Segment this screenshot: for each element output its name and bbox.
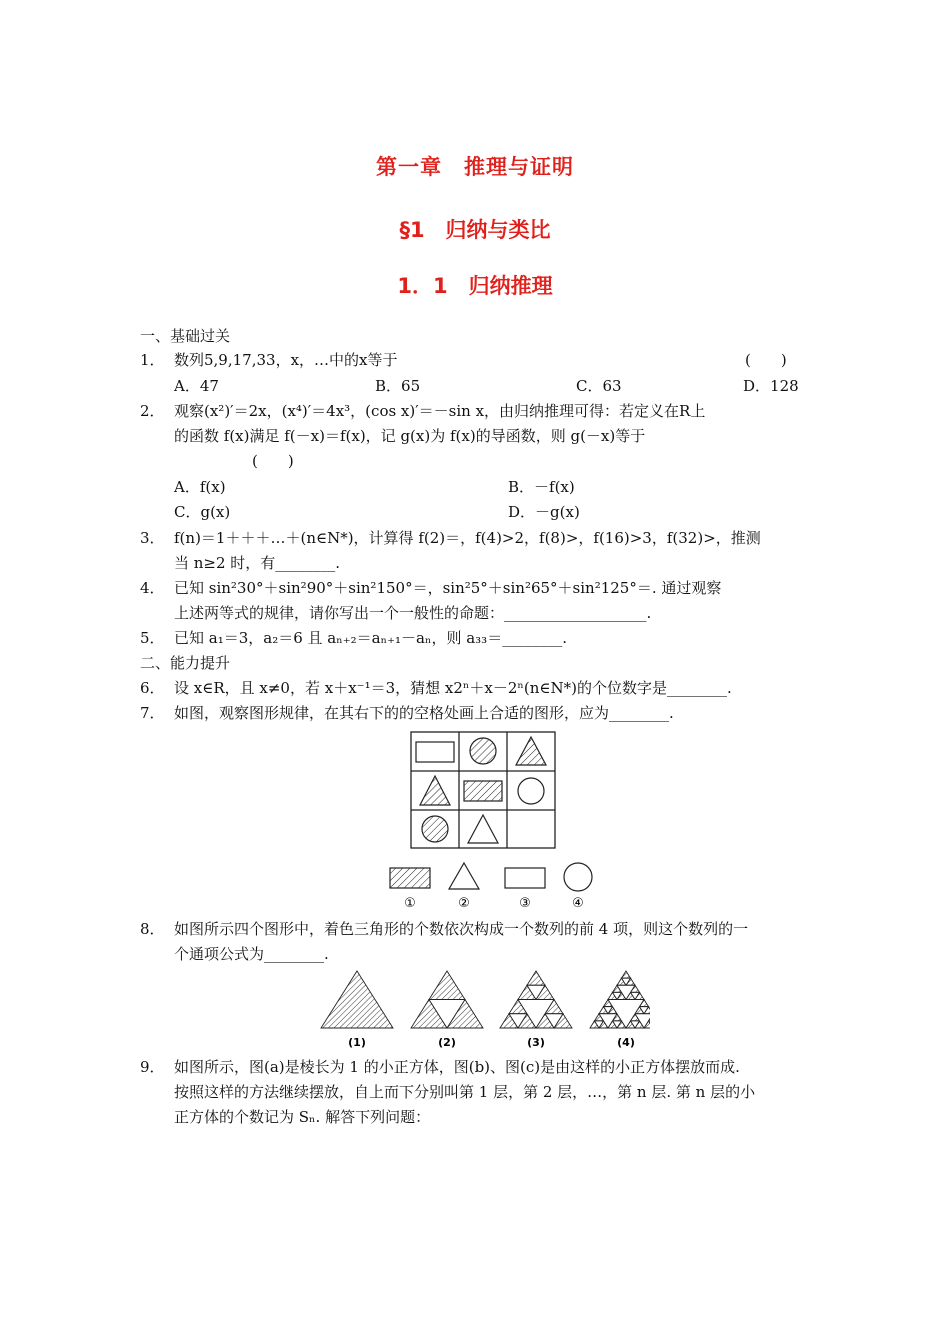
shaded-triangle — [321, 971, 393, 1028]
q1-number: 1． — [140, 351, 165, 369]
q4-line1: 已知 sin²30°＋sin²90°＋sin²150°＝，sin²5°＋sin²65°＋sin²125°＝. 通过观察 — [174, 579, 722, 597]
grid-triangle-plain — [468, 815, 498, 843]
q4-number: 4． — [140, 579, 165, 597]
q8-number: 8． — [140, 920, 165, 938]
q1-answer-paren: ( ) — [745, 351, 787, 369]
choice-4-plain-circle — [564, 863, 592, 891]
q8-line2: 个通项公式为________. — [174, 945, 329, 963]
grid-circle-plain — [518, 778, 544, 804]
choice-2-label: ② — [458, 896, 470, 910]
q5-number: 5． — [140, 629, 165, 647]
subsection-title: 1．1 归纳推理 — [397, 274, 553, 298]
triangle-stage-1 — [321, 971, 393, 1028]
q2-number: 2． — [140, 402, 165, 420]
q2-line2: 的函数 f(x)满足 f(－x)＝f(x)，记 g(x)为 f(x)的导函数，则 g(－x)等于 — [174, 427, 646, 445]
stage-4-label: (4) — [617, 1036, 635, 1049]
choice-2-plain-triangle — [449, 863, 479, 889]
q7-pattern-figure — [385, 730, 635, 910]
q8-sierpinski-figure — [320, 968, 650, 1050]
triangle-stage-2 — [411, 971, 483, 1028]
q7-number: 7． — [140, 704, 165, 722]
q2-line1: 观察(x²)′＝2x，(x⁴)′＝4x³，(cos x)′＝－sin x，由归纳推理可得：若定义在R上 — [174, 402, 706, 420]
q3-number: 3． — [140, 529, 165, 547]
q6-number: 6． — [140, 679, 165, 697]
q1-stem: 数列5,9,17,33，x，…中的x等于 — [174, 351, 398, 369]
q9-line1: 如图所示，图(a)是棱长为 1 的小正方体，图(b)、图(c)是由这样的小正方体摆放而成. — [174, 1058, 740, 1076]
q1-option-a: A．47 — [174, 377, 219, 395]
chapter-title: 第一章 推理与证明 — [376, 155, 574, 179]
q3-line1: f(n)＝1＋＋＋…＋(n∈N*)，计算得 f(2)＝，f(4)>2，f(8)>，f(16)>3，f(32)>，推测 — [174, 529, 761, 547]
choice-3-label: ③ — [519, 896, 531, 910]
grid-rectangle-plain — [416, 742, 454, 762]
shaded-triangle — [527, 971, 545, 985]
q7-line1: 如图，观察图形规律，在其右下的的空格处画上合适的图形，应为________. — [174, 704, 674, 722]
stage-2-label: (2) — [438, 1036, 456, 1049]
q9-number: 9． — [140, 1058, 165, 1076]
grid-circle-hatched — [470, 738, 496, 764]
q2-answer-paren: ( ) — [252, 452, 294, 470]
choice-4-label: ④ — [572, 896, 584, 910]
part-advanced-heading: 二、能力提升 — [140, 654, 231, 672]
triangle-stage-3 — [500, 971, 572, 1028]
section-title: §1 归纳与类比 — [399, 218, 551, 242]
q2-option-a: A．f(x) — [174, 478, 226, 496]
q2-option-d: D．－g(x) — [508, 503, 580, 521]
grid-triangle-hatched — [420, 776, 450, 805]
grid-circle-hatched — [422, 816, 448, 842]
q2-option-b: B．－f(x) — [508, 478, 575, 496]
q9-line3: 正方体的个数记为 Sₙ. 解答下列问题： — [174, 1108, 431, 1126]
part-basic-heading: 一、基础过关 — [140, 327, 231, 345]
shaded-triangle — [429, 971, 465, 1000]
stage-3-label: (3) — [527, 1036, 545, 1049]
grid-triangle-hatched — [516, 737, 546, 765]
stage-1-label: (1) — [348, 1036, 366, 1049]
choice-3-plain-rectangle — [505, 868, 545, 888]
choice-1-label: ① — [404, 896, 416, 910]
q6-line1: 设 x∈R，且 x≠0，若 x＋x⁻¹＝3，猜想 x2ⁿ＋x－2ⁿ(n∈N*)的个位数字是________. — [174, 679, 732, 697]
q4-line2: 上述两等式的规律，请你写出一个一般性的命题：___________________. — [174, 604, 652, 622]
triangle-stage-4 — [590, 971, 650, 1028]
q1-option-d: D．128 — [743, 377, 799, 395]
q9-line2: 按照这样的方法继续摆放，自上而下分别叫第 1 层，第 2 层，…，第 n 层. 第 n 层的小 — [174, 1083, 756, 1101]
q8-line1: 如图所示四个图形中，着色三角形的个数依次构成一个数列的前 4 项，则这个数列的一 — [174, 920, 749, 938]
grid-rectangle-hatched — [464, 781, 502, 801]
q2-option-c: C．g(x) — [174, 503, 231, 521]
q3-line2: 当 n≥2 时，有________. — [174, 554, 341, 572]
choice-1-hatched-rectangle — [390, 868, 430, 888]
q1-option-c: C．63 — [576, 377, 622, 395]
q5-line1: 已知 a₁＝3，a₂＝6 且 aₙ₊₂＝aₙ₊₁－aₙ，则 a₃₃＝________. — [174, 629, 567, 647]
q1-option-b: B．65 — [375, 377, 421, 395]
shaded-triangle — [622, 971, 631, 978]
